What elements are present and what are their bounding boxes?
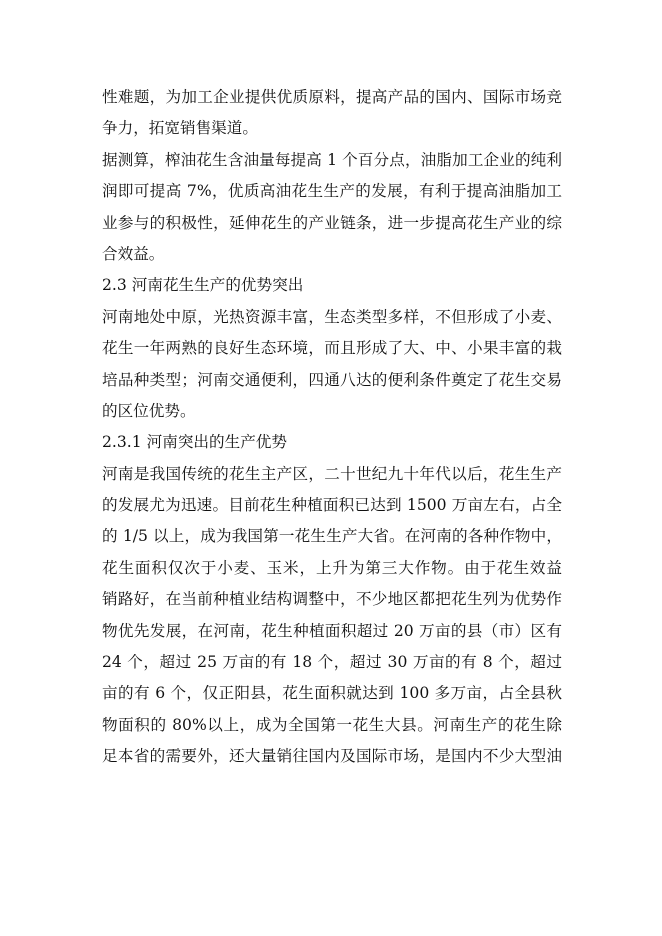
- subsection-heading: 2.3.1 河南突出的生产优势: [102, 433, 287, 452]
- text-line: 的发展尤为迅速。目前花生种植面积已达到 1500 万亩左右，占全: [102, 496, 562, 515]
- text-line: 培品种类型；河南交通便利，四通八达的便利条件奠定了花生交易: [102, 370, 562, 389]
- text-line: 合效益。: [102, 244, 165, 263]
- text-line: 24 个，超过 25 万亩的有 18 个，超过 30 万亩的有 8 个，超过: [102, 653, 562, 672]
- text-line: 物面积的 80%以上，成为全国第一花生大县。河南生产的花生除: [102, 715, 562, 734]
- text-line: 润即可提高 7%，优质高油花生生产的发展，有利于提高油脂加工: [102, 182, 562, 201]
- section-heading: 2.3 河南花生生产的优势突出: [102, 276, 304, 295]
- text-line: 销路好，在当前种植业结构调整中，不少地区都把花生列为优势作: [102, 590, 562, 609]
- text-line: 据测算，榨油花生含油量每提高 1 个百分点，油脂加工企业的纯利: [102, 150, 562, 169]
- text-line: 花生一年两熟的良好生态环境，而且形成了大、中、小果丰富的栽: [102, 339, 562, 358]
- text-line: 足本省的需要外，还大量销往国内及国际市场，是国内不少大型油: [102, 747, 562, 766]
- text-line: 业参与的积极性，延伸花生的产业链条，进一步提高花生产业的综: [102, 213, 562, 232]
- text-line: 亩的有 6 个，仅正阳县，花生面积就达到 100 多万亩，占全县秋: [102, 684, 562, 703]
- text-line: 花生面积仅次于小麦、玉米，上升为第三大作物。由于花生效益: [102, 558, 562, 577]
- text-line: 河南地处中原，光热资源丰富，生态类型多样，不但形成了小麦、: [102, 307, 562, 326]
- text-line: 的 1/5 以上，成为我国第一花生生产大省。在河南的各种作物中，: [102, 527, 562, 546]
- text-line: 物优先发展，在河南，花生种植面积超过 20 万亩的县（市）区有: [102, 621, 562, 640]
- text-line: 河南是我国传统的花生主产区，二十世纪九十年代以后，花生生产: [102, 464, 562, 483]
- text-line: 的区位优势。: [102, 401, 196, 420]
- text-line: 性难题，为加工企业提供优质原料，提高产品的国内、国际市场竞: [102, 88, 562, 106]
- text-line: 争力，拓宽销售渠道。: [102, 119, 258, 138]
- body-text: [102, 82, 562, 773]
